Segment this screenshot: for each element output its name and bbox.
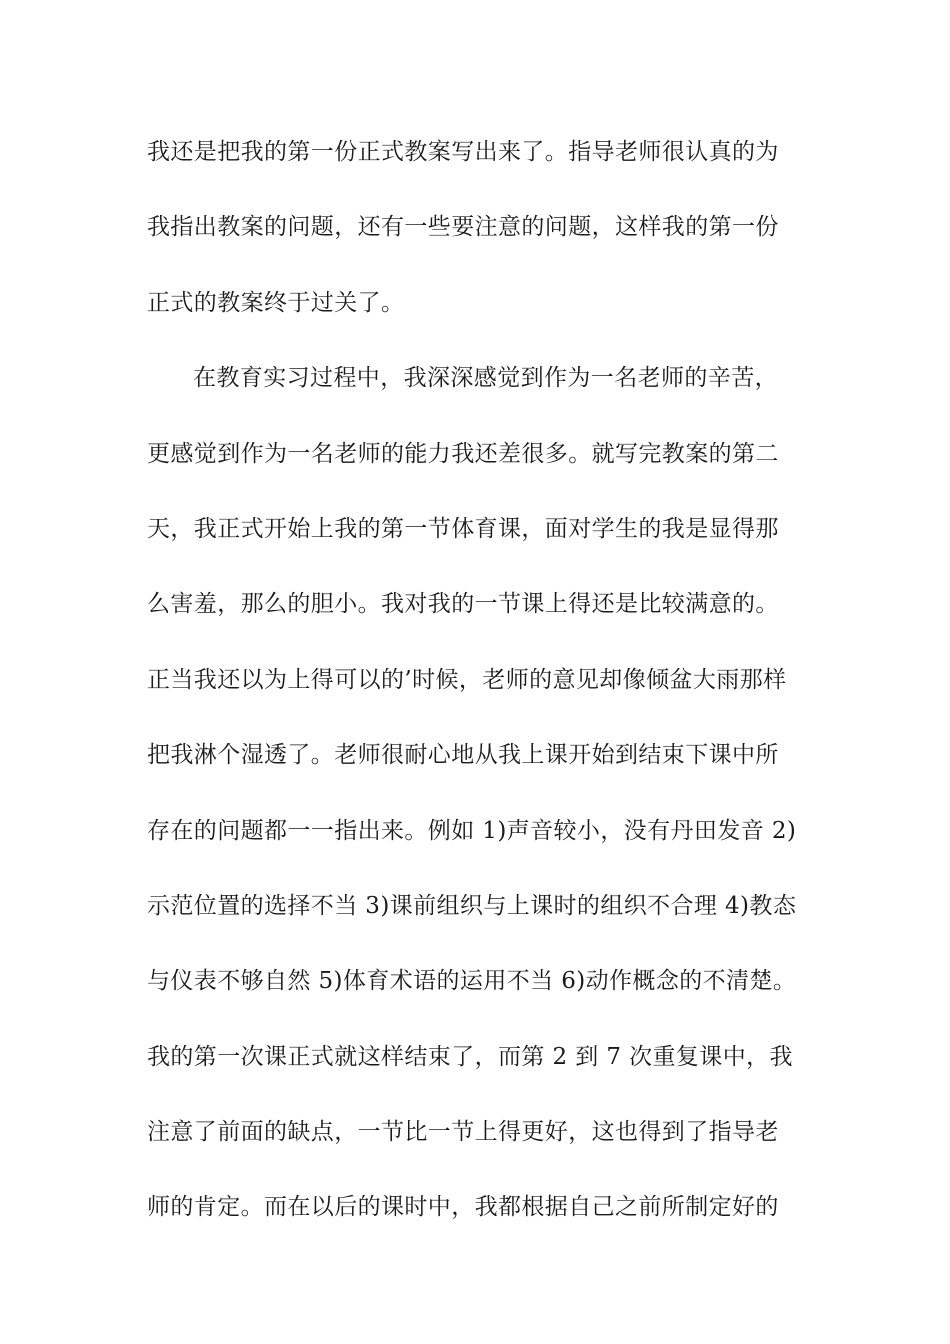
text-line: 么害羞，那么的胆小。我对我的一节课上得还是比较满意的。 xyxy=(147,591,779,618)
text-line: 存在的问题都一一指出来。例如 1)声音较小，没有丹田发音 2) xyxy=(147,817,797,844)
text-line: 示范位置的选择不当 3)课前组织与上课时的组织不合理 4)教态 xyxy=(147,892,797,919)
text-line: 我的第一次课正式就这样结束了，而第 2 到 7 次重复课中，我 xyxy=(147,1043,793,1070)
paragraph-start-line: 在教育实习过程中，我深深感觉到作为一名老师的辛苦， xyxy=(193,365,778,392)
text-line: 正式的教案终于过关了。 xyxy=(147,289,405,316)
text-line: 正当我还以为上得可以的’时候，老师的意见却像倾盆大雨那样 xyxy=(147,666,787,693)
text-line: 我还是把我的第一份正式教案写出来了。指导老师很认真的为 xyxy=(147,139,779,165)
text-line: 天，我正式开始上我的第一节体育课，面对学生的我是显得那 xyxy=(147,515,779,542)
text-line: 把我淋个湿透了。老师很耐心地从我上课开始到结束下课中所 xyxy=(147,742,779,769)
text-line: 与仪表不够自然 5)体育术语的运用不当 6)动作概念的不清楚。 xyxy=(147,968,797,995)
text-line: 我指出教案的问题，还有一些要注意的问题，这样我的第一份 xyxy=(147,214,779,241)
text-line: 更感觉到作为一名老师的能力我还差很多。就写完教案的第二 xyxy=(147,440,779,467)
body-text xyxy=(147,130,817,1261)
text-line: 师的肯定。而在以后的课时中，我都根据自己之前所制定好的 xyxy=(147,1194,779,1221)
text-line: 注意了前面的缺点，一节比一节上得更好，这也得到了指导老 xyxy=(147,1119,779,1146)
